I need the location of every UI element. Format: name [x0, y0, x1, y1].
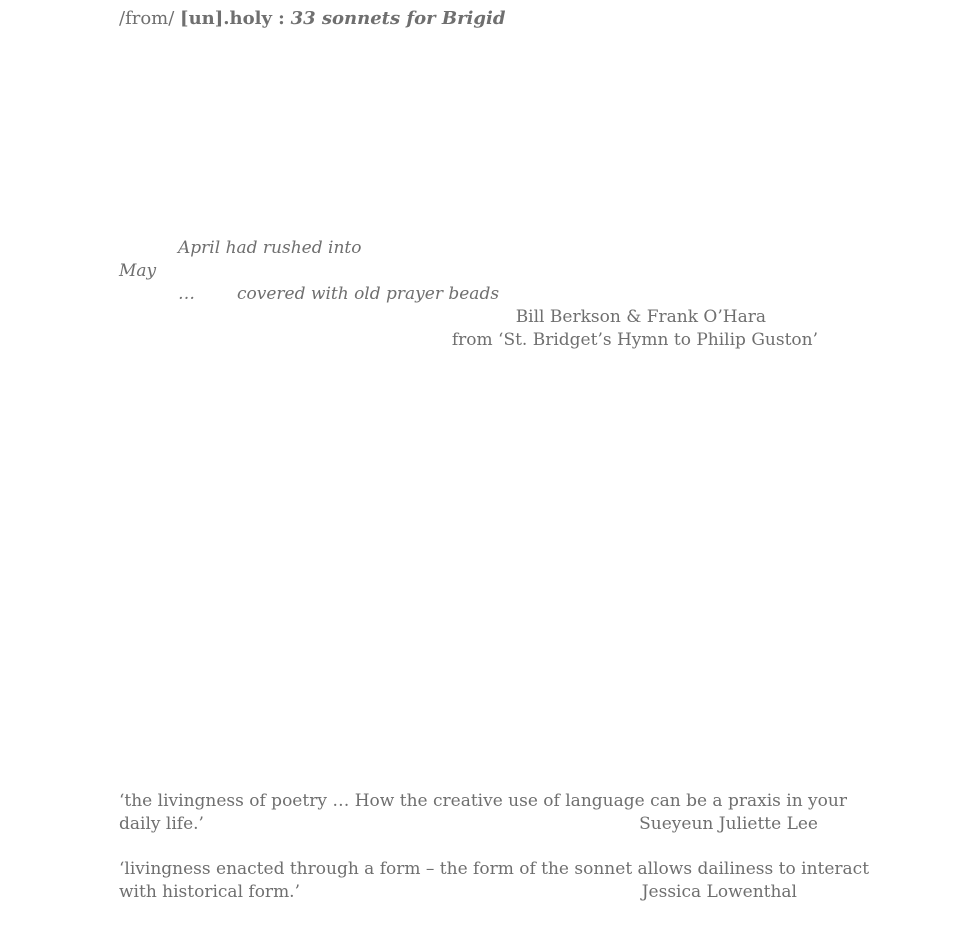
- epigraph-source: from ‘St. Bridget’s Hymn to Philip Guston’: [451, 330, 818, 350]
- epigraph-authors: Bill Berkson & Frank O’Hara: [515, 307, 766, 327]
- page-title: [119, 7, 505, 30]
- quote-2-line-1: ‘livingness enacted through a form – the form of the sonnet allows dailiness to interact: [119, 859, 870, 879]
- title-italic: 33 sonnets for Brigid: [290, 8, 506, 29]
- epigraph-line-3-ellipsis: …: [178, 284, 195, 304]
- quote-1-author: Sueyeun Juliette Lee: [639, 814, 818, 834]
- quote-2-line-2: with historical form.’: [119, 882, 300, 902]
- quote-2-author: Jessica Lowenthal: [641, 882, 797, 902]
- epigraph-line-2: May: [119, 261, 157, 281]
- quote-1-line-1: ‘the livingness of poetry … How the creative use of language can be a praxis in your: [119, 791, 847, 811]
- title-prefix: /from/: [119, 8, 175, 29]
- quote-1-line-2: daily life.’: [119, 814, 204, 834]
- epigraph-line-3-text: covered with old prayer beads: [237, 284, 500, 304]
- epigraph-line-1: April had rushed into: [178, 238, 362, 258]
- title-bold: [un].holy :: [180, 8, 285, 29]
